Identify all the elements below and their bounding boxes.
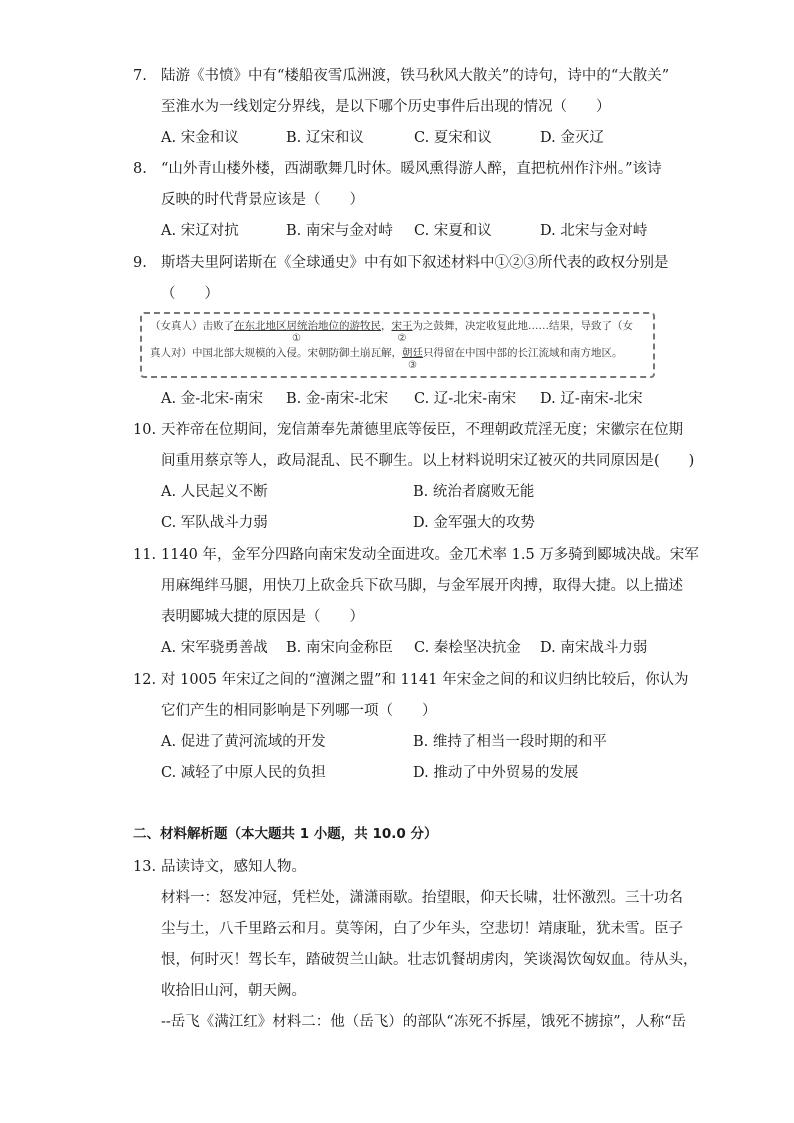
option-d[interactable]: D. 金军强大的攻势 — [413, 515, 535, 531]
option-a[interactable]: A. 金-北宋-南宋 — [161, 391, 263, 407]
option-b[interactable]: B. 南宋与金对峙 — [286, 223, 393, 239]
option-d[interactable]: D. 南宋战斗力弱 — [540, 640, 648, 656]
question-number: 9. — [133, 255, 147, 271]
quote-text: （女真人）击败了 — [150, 320, 234, 332]
question-text: 它们产生的相同影响是下列哪一项（ ） — [161, 703, 437, 719]
option-c[interactable]: C. 秦桧坚决抗金 — [414, 640, 521, 656]
question-9-options — [133, 384, 668, 415]
material-text: 尘与土，八千里路云和月。莫等闲，白了少年头，空悲切！靖康耻，犹未雪。臣子 — [161, 921, 683, 937]
options-row — [161, 758, 668, 789]
options — [161, 384, 668, 415]
quote-text: 只得留在中国中部的长江流域和南方地区。 — [423, 347, 623, 359]
option-a[interactable]: A. 促进了黄河流域的开发 — [161, 734, 326, 750]
question-10 — [133, 415, 695, 539]
question-text: 品读诗文，感知人物。 — [161, 859, 306, 875]
section-heading: 二、材料解析题（本大题共 1 小题，共 10.0 分） — [133, 826, 438, 842]
options-row — [161, 508, 668, 539]
option-c[interactable]: C. 宋夏和议 — [414, 223, 492, 239]
quote-box — [140, 312, 655, 378]
option-d[interactable]: D. 北宋与金对峙 — [540, 223, 648, 239]
option-d[interactable]: D. 金灭辽 — [540, 130, 604, 146]
underlined-phrase-1: 在东北地区居统治地位的游牧民 ① — [234, 320, 381, 332]
question-9 — [133, 248, 668, 310]
option-b[interactable]: B. 南宋向金称臣 — [286, 640, 393, 656]
question-number: 12. — [133, 672, 157, 688]
question-number: 13. — [133, 859, 157, 875]
option-d[interactable]: D. 辽-南宋-北宋 — [540, 391, 643, 407]
option-b[interactable]: B. 维持了相当一段时期的和平 — [413, 734, 607, 750]
quote-text: 真人对）中国北部大规模的入侵。宋朝防御土崩瓦解， — [150, 347, 402, 359]
question-text: “山外青山楼外楼，西湖歌舞几时休。暖风熏得游人醉，直把杭州作汴州。”该诗 — [161, 161, 662, 177]
options — [161, 633, 668, 664]
option-b[interactable]: B. 统治者腐败无能 — [413, 484, 535, 500]
option-c[interactable]: C. 军队战斗力弱 — [161, 515, 268, 531]
material-text: --岳飞《满江红》材料二：他（岳飞）的部队“冻死不拆屋，饿死不掳掠”，人称“岳 — [161, 1014, 687, 1030]
option-c[interactable]: C. 夏宋和议 — [414, 130, 492, 146]
quote-line — [150, 345, 645, 371]
question-text: 陆游《书愤》中有“楼船夜雪瓜洲渡，铁马秋风大散关”的诗句，诗中的“大散关” — [161, 68, 670, 84]
marker-2: ② — [397, 333, 407, 344]
underlined-phrase-3: 朝廷 ③ — [402, 347, 423, 359]
question-text: 对 1005 年宋辽之间的“澶渊之盟”和 1141 年宋金之间的和议归纳比较后，你认为 — [161, 672, 689, 688]
option-a[interactable]: A. 宋金和议 — [161, 130, 239, 146]
question-number: 8. — [133, 161, 147, 177]
underlined-phrase-2: 宋王 ② — [392, 320, 413, 332]
question-text: 间重用蔡京等人，政局混乱、民不聊生。以上材料说明宋辽被灭的共同原因是( ) — [161, 453, 695, 469]
question-text: 天祚帝在位期间，宠信萧奉先萧德里底等佞臣，不理朝政荒淫无度；宋徽宗在位期 — [161, 422, 683, 438]
options-row — [161, 477, 668, 508]
question-11 — [133, 540, 699, 664]
quote-text: 为之鼓舞，决定收复此地……结果，导致了（女 — [412, 320, 633, 332]
question-number: 7. — [133, 68, 147, 84]
question-text: 反映的时代背景应该是（ ） — [161, 192, 364, 208]
options — [161, 216, 668, 247]
question-text: 用麻绳绊马腿，用快刀上砍金兵下砍马脚，与金军展开肉搏，取得大捷。以上描述 — [161, 578, 683, 594]
marker-3: ③ — [408, 360, 417, 371]
material-text: 材料一：怒发冲冠，凭栏处，潇潇雨歇。抬望眼，仰天长啸，壮怀激烈。三十功名 — [161, 890, 683, 906]
options-row — [161, 727, 668, 758]
material-text: 收拾旧山河，朝天阙。 — [161, 983, 306, 999]
question-text: 斯塔夫里阿诺斯在《全球通史》中有如下叙述材料中①②③所代表的政权分别是 — [161, 255, 669, 271]
option-a[interactable]: A. 宋辽对抗 — [161, 223, 239, 239]
option-d[interactable]: D. 推动了中外贸易的发展 — [413, 765, 579, 781]
option-b[interactable]: B. 金-南宋-北宋 — [286, 391, 389, 407]
question-7 — [133, 61, 668, 154]
quote-line — [150, 318, 645, 344]
option-c[interactable]: C. 辽-北宋-南宋 — [414, 391, 517, 407]
marker-1: ① — [292, 333, 301, 344]
option-c[interactable]: C. 减轻了中原人民的负担 — [161, 765, 326, 781]
question-8 — [133, 154, 668, 247]
question-text: 至淮水为一线划定分界线，是以下哪个历史事件后出现的情况（ ） — [161, 99, 611, 115]
quote-text: ， — [381, 320, 392, 332]
question-text: 1140 年，金军分四路向南宋发动全面进攻。金兀术率 1.5 万多骑到郾城决战。宋军 — [161, 547, 699, 563]
question-number: 10. — [133, 422, 157, 438]
option-a[interactable]: A. 宋军骁勇善战 — [161, 640, 268, 656]
question-number: 11. — [133, 547, 157, 563]
options — [161, 123, 668, 154]
option-b[interactable]: B. 辽宋和议 — [286, 130, 364, 146]
question-12 — [133, 665, 689, 789]
question-text: 表明郾城大捷的原因是（ ） — [161, 609, 364, 625]
question-text: （ ） — [161, 286, 219, 302]
material-text: 恨，何时灭！驾长车，踏破贺兰山缺。壮志饥餐胡虏肉，笑谈渴饮匈奴血。待从头， — [161, 952, 698, 968]
question-13 — [133, 852, 698, 1038]
option-a[interactable]: A. 人民起义不断 — [161, 484, 268, 500]
